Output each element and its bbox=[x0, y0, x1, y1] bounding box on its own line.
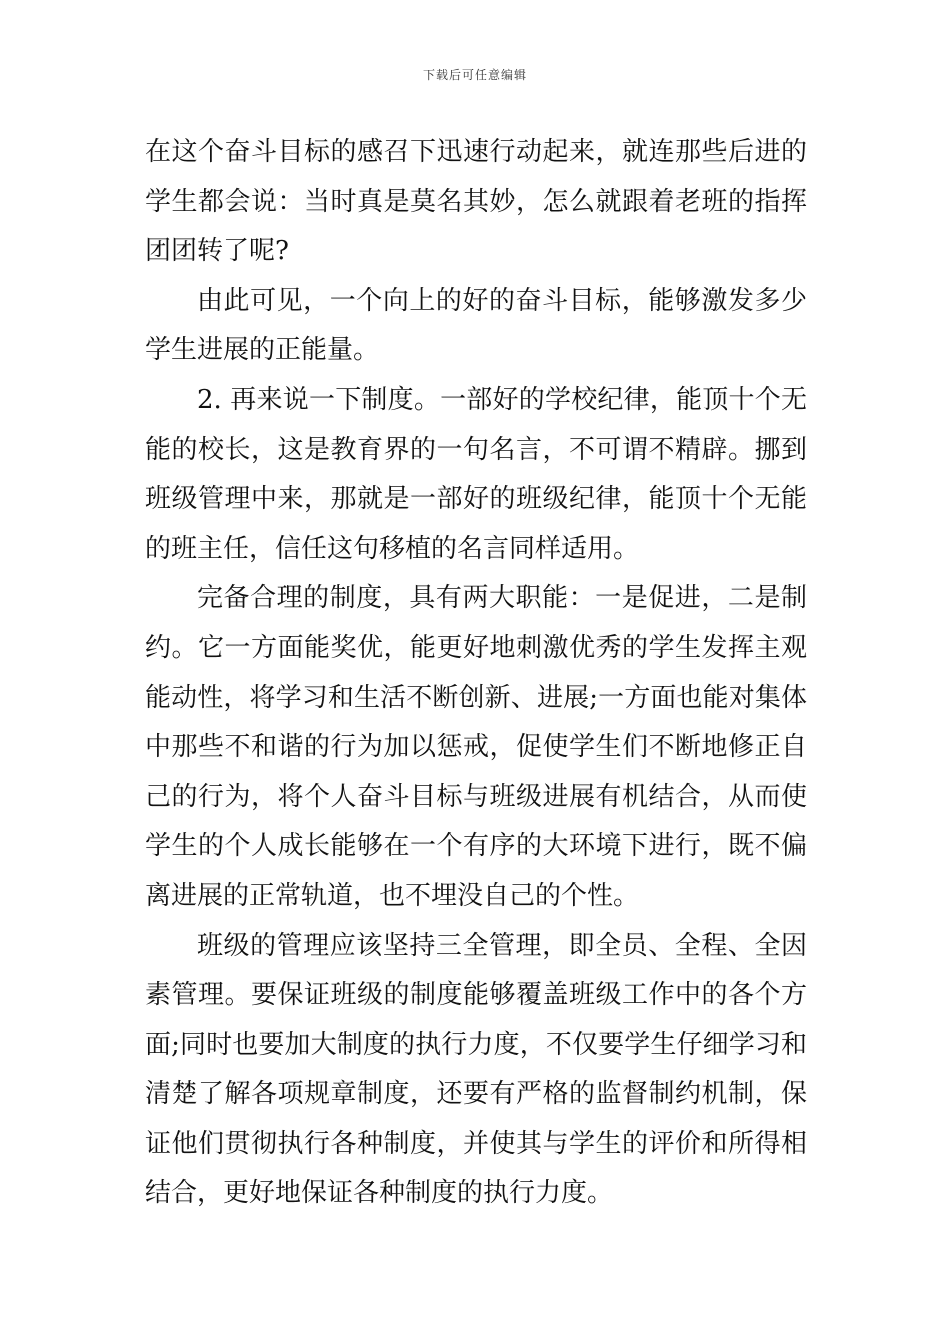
paragraph: 班级的管理应该坚持三全管理，即全员、全程、全因素管理。要保证班级的制度能够覆盖班级工作中的各个方面;同时也要加大制度的执行力度，不仅要学生仔细学习和清楚了解各项规章制度，还要有严格的监督制约机制，保证他们贯彻执行各种制度，并使其与学生的评价和所得相结合，更好地保证各种制度的执行力度。 bbox=[145, 930, 807, 1209]
paragraph: 由此可见，一个向上的好的奋斗目标，能够激发多少学生进展的正能量。 bbox=[145, 285, 807, 366]
paragraph-continuation: 在这个奋斗目标的感召下迅速行动起来，就连那些后进的学生都会说：当时真是莫名其妙，怎么就跟着老班的指挥团团转了呢? bbox=[145, 137, 807, 267]
page-header: 下载后可任意编辑 bbox=[422, 68, 527, 82]
paragraph: 2. 再来说一下制度。一部好的学校纪律，能顶十个无能的校长，这是教育界的一句名言，不可谓不精辟。挪到班级管理中来，那就是一部好的班级纪律，能顶十个无能的班主任，信任这句移植的名言同样适用。 bbox=[145, 384, 807, 564]
document-body bbox=[145, 128, 807, 1219]
paragraph: 完备合理的制度，具有两大职能：一是促进，二是制约。它一方面能奖优，能更好地刺激优秀的学生发挥主观能动性，将学习和生活不断创新、进展;一方面也能对集体中那些不和谐的行为加以惩戒，促使学生们不断地修正自己的行为，将个人奋斗目标与班级进展有机结合，从而使学生的个人成长能够在一个有序的大环境下进行，既不偏离进展的正常轨道，也不埋没自己的个性。 bbox=[145, 583, 807, 911]
